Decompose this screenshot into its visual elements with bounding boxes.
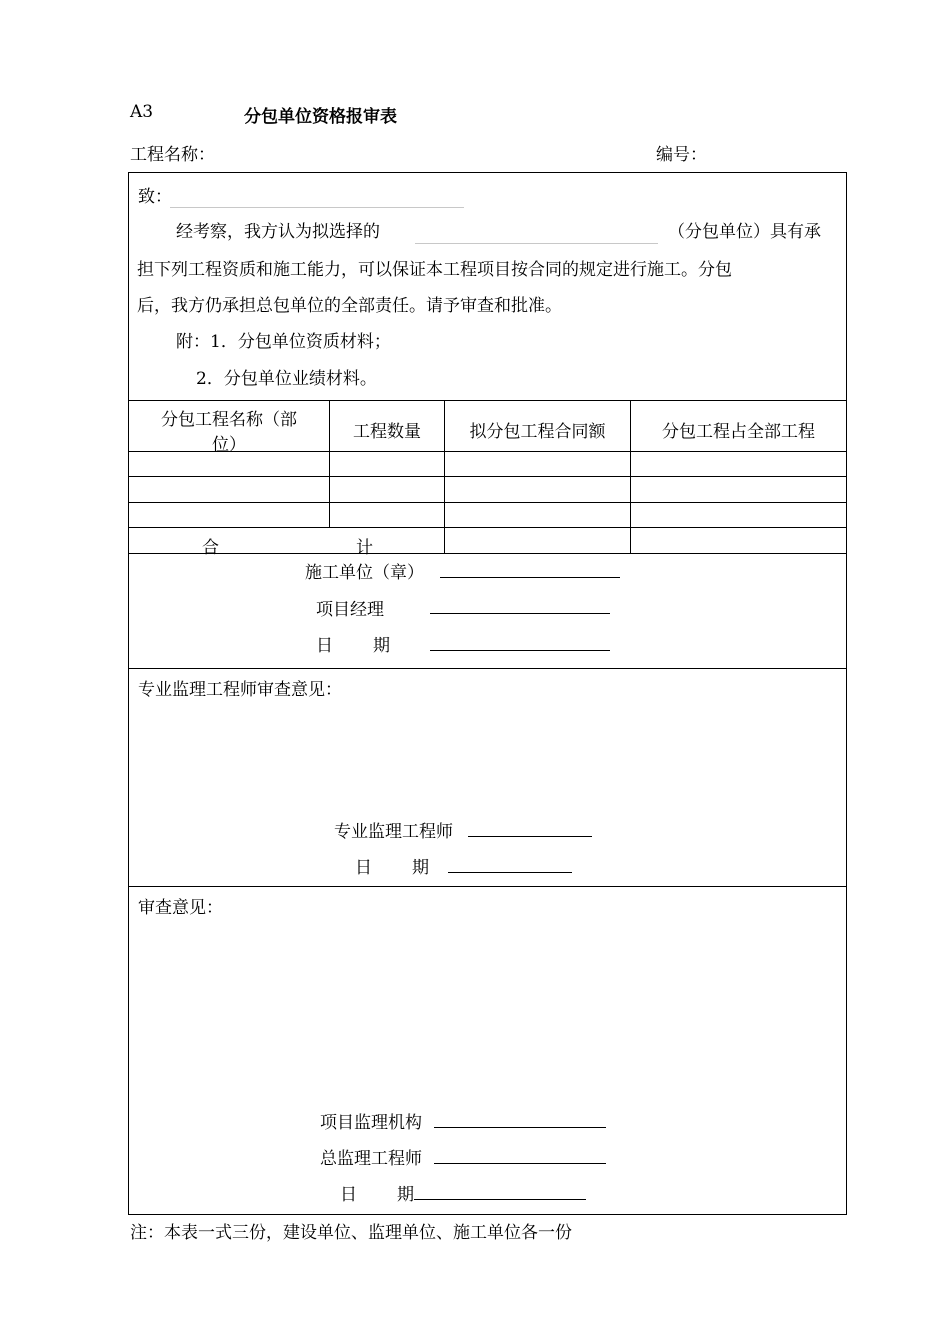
total-ji: 计 (356, 538, 373, 558)
form-code: A3 (130, 102, 154, 122)
header-contract-amount: 拟分包工程合同额 (469, 422, 606, 442)
header-name-line1: 分包工程名称（部 (161, 410, 297, 430)
para-lead: 经考察，我方认为拟选择的 (176, 222, 380, 242)
table-row[interactable] (129, 503, 329, 527)
final-date-ri: 日 (340, 1185, 357, 1205)
project-manager-label: 项目经理 (316, 600, 384, 620)
total-he: 合 (202, 538, 219, 558)
to-label: 致： (138, 187, 172, 207)
final-date-field[interactable] (414, 1199, 586, 1200)
attachment-1: 附：1．分包单位资质材料； (176, 332, 391, 352)
final-review-title: 审查意见： (138, 898, 223, 918)
header-proportion: 分包工程占全部工程 (662, 422, 815, 442)
contractor-date-field[interactable] (430, 650, 610, 651)
project-manager-field[interactable] (430, 613, 610, 614)
table-row[interactable] (129, 452, 329, 476)
engineer-label: 专业监理工程师 (334, 822, 453, 842)
supervision-org-label: 项目监理机构 (320, 1113, 422, 1133)
final-date-qi: 期 (397, 1185, 414, 1205)
header-quantity: 工程数量 (353, 422, 421, 442)
engineer-date-field[interactable] (448, 872, 572, 873)
engineer-date-ri: 日 (355, 858, 372, 878)
chief-engineer-label: 总监理工程师 (320, 1149, 422, 1169)
attachment-2: 2．分包单位业绩材料。 (196, 369, 377, 389)
header-name-line2: 位） (212, 435, 246, 455)
engineer-field[interactable] (468, 836, 592, 837)
form-title: 分包单位资格报审表 (244, 107, 397, 127)
date-qi: 期 (373, 636, 390, 656)
date-ri: 日 (316, 636, 333, 656)
engineer-date-qi: 期 (412, 858, 429, 878)
contractor-unit-label: 施工单位（章） (305, 563, 424, 583)
to-field[interactable] (170, 207, 464, 208)
para-line-2: 担下列工程资质和施工能力，可以保证本工程项目按合同的规定进行施工。分包 (137, 260, 732, 280)
chief-engineer-field[interactable] (434, 1163, 606, 1164)
contractor-unit-field[interactable] (440, 577, 620, 578)
subcontractor-field[interactable] (415, 243, 658, 244)
engineer-review-title: 专业监理工程师审查意见： (138, 680, 342, 700)
table-row[interactable] (129, 477, 329, 502)
footer-note: 注：本表一式三份，建设单位、监理单位、施工单位各一份 (130, 1223, 572, 1243)
number-label: 编号： (656, 145, 707, 165)
para-unit: （分包单位）具有承 (668, 222, 821, 242)
project-name-label: 工程名称： (130, 145, 215, 165)
supervision-org-field[interactable] (434, 1127, 606, 1128)
para-line-3: 后，我方仍承担总包单位的全部责任。请予审查和批准。 (137, 296, 562, 316)
